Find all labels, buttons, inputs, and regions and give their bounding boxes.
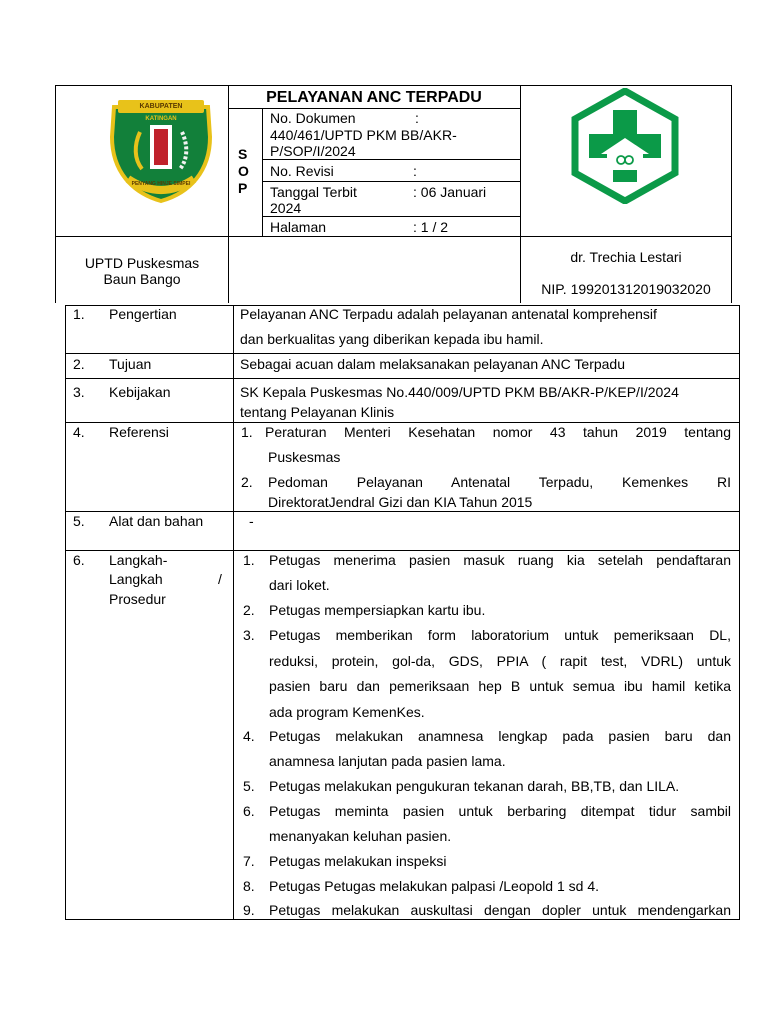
step-text: Petugas memberikan form laboratorium untuk pemeriksaan DL, — [269, 627, 731, 643]
step-text: Petugas Petugas melakukan palpasi /Leopold 1 sd 4. — [269, 878, 600, 894]
step-text: dari loket. — [269, 577, 330, 593]
unit-name: UPTD Puskesmas — [84, 255, 200, 271]
reference-text: DirektoratJendral Gizi dan KIA Tahun 2015 — [268, 494, 533, 510]
no-dokumen-value-cont: P/SOP/I/2024 — [270, 143, 356, 159]
row-label: Langkah — [109, 571, 163, 587]
step-text: Petugas meminta pasien untuk berbaring ditempat tidur sambil — [269, 803, 731, 819]
row-number: 2. — [73, 356, 85, 372]
unit-name-cont: Baun Bango — [103, 271, 181, 287]
row-number: 3. — [73, 384, 85, 400]
step-text: Petugas menerima pasien masuk ruang kia setelah pendaftaran — [269, 552, 731, 568]
row-label: Pengertian — [109, 306, 177, 322]
step-text: menanyakan keluhan pasien. — [269, 828, 452, 844]
row-label: / — [218, 571, 222, 587]
step-number: 2. — [243, 602, 255, 618]
document-title: PELAYANAN ANC TERPADU — [266, 89, 482, 106]
no-revisi-value: : — [413, 163, 417, 179]
tanggal-terbit-value: : 06 Januari — [413, 184, 487, 200]
logo-text-top: KABUPATEN — [139, 103, 183, 110]
reference-number: 1. — [241, 424, 253, 440]
row-text: Pelayanan ANC Terpadu adalah pelayanan antenatal komprehensif — [240, 306, 657, 322]
puskesmas-logo — [571, 88, 679, 204]
reference-text: Puskesmas — [268, 449, 341, 465]
step-text: Petugas melakukan anamnesa lengkap pada pasien baru dan — [269, 728, 731, 744]
no-dokumen-value: 440/461/UPTD PKM BB/AKR- — [270, 127, 457, 143]
step-text: pasien baru dan pemeriksaan hep B untuk semua ibu hamil ketika — [269, 678, 731, 694]
tanggal-terbit-label: Tanggal Terbit — [270, 184, 357, 200]
step-text: Petugas melakukan inspeksi — [269, 853, 447, 869]
row-label: Kebijakan — [109, 384, 171, 400]
row-text: tentang Pelayanan Klinis — [240, 404, 395, 420]
reference-text: Peraturan Menteri Kesehatan nomor 43 tahun 2019 tentang — [265, 424, 731, 440]
halaman-label: Halaman — [270, 219, 327, 235]
step-number: 5. — [243, 778, 255, 794]
step-number: 8. — [243, 878, 255, 894]
step-number: 9. — [243, 902, 255, 918]
no-dokumen-colon: : — [415, 110, 419, 126]
step-text: reduksi, protein, gol-da, GDS, PPIA ( rapit test, VDRL) untuk — [269, 653, 731, 669]
no-revisi-label: No. Revisi — [270, 163, 334, 179]
sop-letter-s: S — [238, 146, 248, 162]
kabupaten-logo — [106, 97, 216, 205]
sop-letter-o: O — [238, 163, 249, 179]
step-text: ada program KemenKes. — [269, 704, 425, 720]
sop-letter-p: P — [238, 180, 248, 196]
step-number: 1. — [243, 552, 255, 568]
row-number: 4. — [73, 424, 85, 440]
reference-number: 2. — [241, 474, 253, 490]
signer-nip: NIP. 199201312019032020 — [541, 281, 711, 297]
step-text: Petugas melakukan pengukuran tekanan darah, BB,TB, dan LILA. — [269, 778, 680, 794]
row-label: Alat dan bahan — [109, 513, 204, 529]
step-number: 3. — [243, 627, 255, 643]
row-text: Sebagai acuan dalam melaksanakan pelayanan ANC Terpadu — [240, 356, 626, 372]
row-text: SK Kepala Puskesmas No.440/009/UPTD PKM BB/AKR-P/KEP/I/2024 — [240, 384, 679, 400]
reference-text: Pedoman Pelayanan Antenatal Terpadu, Kemenkes RI — [268, 474, 731, 490]
row-label: Tujuan — [109, 356, 152, 372]
row-label: Langkah- — [109, 552, 168, 568]
step-number: 6. — [243, 803, 255, 819]
row-text: dan berkualitas yang diberikan kepada ibu hamil. — [240, 331, 544, 347]
signer-name: dr. Trechia Lestari — [570, 249, 682, 265]
step-text: Petugas melakukan auskultasi dengan dopler untuk mendengarkan — [269, 902, 731, 918]
step-text: anamnesa lanjutan pada pasien lama. — [269, 753, 506, 769]
no-dokumen-label: No. Dokumen — [270, 110, 356, 126]
row-number: 6. — [73, 552, 85, 568]
logo-text-sub: KATINGAN — [145, 116, 177, 122]
row-label: Referensi — [109, 424, 169, 440]
halaman-value: : 1 / 2 — [413, 219, 449, 235]
step-number: 4. — [243, 728, 255, 744]
row-text: - — [249, 513, 254, 529]
tanggal-terbit-year: 2024 — [270, 200, 302, 216]
row-number: 1. — [73, 306, 85, 322]
logo-motto: PENYANG HINJE SIMPEI — [131, 181, 191, 187]
row-label: Prosedur — [109, 591, 166, 607]
row-number: 5. — [73, 513, 85, 529]
step-text: Petugas mempersiapkan kartu ibu. — [269, 602, 486, 618]
step-number: 7. — [243, 853, 255, 869]
